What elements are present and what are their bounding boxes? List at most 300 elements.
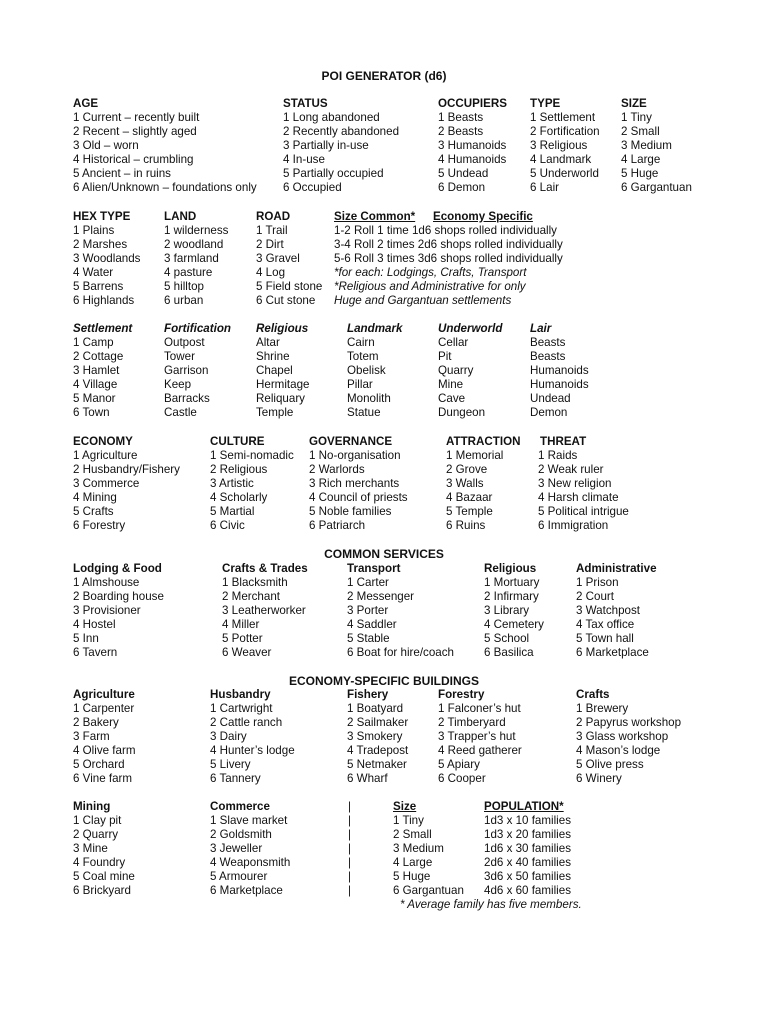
table-cell: 3 Porter xyxy=(347,604,389,617)
header-mining: Mining xyxy=(73,800,111,813)
table-cell: 2 Fortification xyxy=(530,125,600,138)
table-cell: 1 wilderness xyxy=(164,224,229,237)
table-cell: Garrison xyxy=(164,364,209,377)
table-cell: 3 Partially in-use xyxy=(283,139,369,152)
table-cell: 2 Quarry xyxy=(73,828,119,841)
table-cell: Humanoids xyxy=(530,364,589,377)
table-cell: 6 Tavern xyxy=(73,646,118,659)
table-row xyxy=(0,477,768,491)
table-cell: 6 Civic xyxy=(210,519,245,532)
table-cell: 2 Weak ruler xyxy=(538,463,604,476)
table-row xyxy=(0,856,768,870)
table-cell: Reliquary xyxy=(256,392,305,405)
table-cell: 5 Partially occupied xyxy=(283,167,384,180)
table-row xyxy=(0,716,768,730)
table-cell: 5 Noble families xyxy=(309,505,392,518)
table-cell: 1 Almshouse xyxy=(73,576,140,589)
table-cell: Beasts xyxy=(530,350,566,363)
table-row xyxy=(0,576,768,590)
table-cell: 1 Tiny xyxy=(393,814,424,827)
table-cell: 1 Slave market xyxy=(210,814,288,827)
table-cell: 2 Recently abandoned xyxy=(283,125,400,138)
table-row xyxy=(0,632,768,646)
table-cell: 2 Beasts xyxy=(438,125,484,138)
table-cell: 2 Papyrus workshop xyxy=(576,716,682,729)
column-divider: | xyxy=(348,814,352,827)
table-cell: 3 Watchpost xyxy=(576,604,641,617)
table-row xyxy=(0,252,768,266)
economy-buildings-table xyxy=(0,688,768,786)
table-cell: 4d6 x 60 families xyxy=(484,884,571,897)
table-cell: 4 Log xyxy=(256,266,286,279)
table-cell: 2 Marshes xyxy=(73,238,128,251)
table-cell: 3 Library xyxy=(484,604,530,617)
table-cell: 3 Religious xyxy=(530,139,588,152)
table-cell: Humanoids xyxy=(530,378,589,391)
table-cell: 2 Goldsmith xyxy=(210,828,272,841)
table-cell: 2 Warlords xyxy=(309,463,365,476)
table-cell: 4 Historical – crumbling xyxy=(73,153,194,166)
table-row xyxy=(0,392,768,406)
table-cell: 3 Mine xyxy=(73,842,108,855)
table-cell: 5 Huge xyxy=(393,870,431,883)
table-cell: 5 Ancient – in ruins xyxy=(73,167,171,180)
section-title-common-services: COMMON SERVICES xyxy=(324,547,444,561)
table-cell: 6 Ruins xyxy=(446,519,486,532)
table-header xyxy=(0,435,768,449)
table-row xyxy=(0,618,768,632)
table-row xyxy=(0,294,768,308)
header-crafts: Crafts xyxy=(576,688,610,701)
header-size: Size xyxy=(393,800,417,813)
table-cell: 2 Husbandry/Fishery xyxy=(73,463,180,476)
header-fortification: Fortification xyxy=(164,322,231,335)
header-husbandry: Husbandry xyxy=(210,688,271,701)
table-cell: 3 Medium xyxy=(621,139,672,152)
table-cell: 5 Crafts xyxy=(73,505,114,518)
table-cell: 1 Mortuary xyxy=(484,576,540,589)
table-cell: 2 Messenger xyxy=(347,590,415,603)
table-cell: Beasts xyxy=(530,336,566,349)
table-cell: 3 New religion xyxy=(538,477,612,490)
table-cell: 3 Hamlet xyxy=(73,364,120,377)
table-row xyxy=(0,758,768,772)
header-fishery: Fishery xyxy=(347,688,389,701)
table-cell: 5 Barrens xyxy=(73,280,124,293)
table-row xyxy=(0,266,768,280)
table-cell: 5 Huge xyxy=(621,167,659,180)
hex-land-road-table xyxy=(0,210,768,308)
table-cell: 6 Vine farm xyxy=(73,772,133,785)
table-cell: 5 hilltop xyxy=(164,280,204,293)
header-forestry: Forestry xyxy=(438,688,485,701)
table-cell: 5 Stable xyxy=(347,632,390,645)
table-cell: 4 Hunter’s lodge xyxy=(210,744,295,757)
table-cell: 3 Trapper’s hut xyxy=(438,730,516,743)
header-religious: Religious xyxy=(484,562,537,575)
table-cell: 6 Cut stone xyxy=(256,294,316,307)
table-cell: 1 Tiny xyxy=(621,111,652,124)
header-road: ROAD xyxy=(256,210,291,223)
header-land: LAND xyxy=(164,210,197,223)
table-cell: 3 Leatherworker xyxy=(222,604,306,617)
table-cell: 3 Dairy xyxy=(210,730,247,743)
table-cell: Pillar xyxy=(347,378,373,391)
table-row xyxy=(0,870,768,884)
table-row xyxy=(0,111,768,125)
table-cell: 3 Rich merchants xyxy=(309,477,400,490)
table-cell: 2 Small xyxy=(621,125,660,138)
table-header xyxy=(0,562,768,576)
table-cell: 6 Occupied xyxy=(283,181,342,194)
table-row xyxy=(0,153,768,167)
table-cell: 1 Long abandoned xyxy=(283,111,380,124)
economy-culture-table xyxy=(0,435,768,533)
table-header xyxy=(0,210,768,224)
table-cell: 4 Council of priests xyxy=(309,491,408,504)
table-cell: 6 Patriarch xyxy=(309,519,366,532)
header-size: SIZE xyxy=(621,97,647,110)
table-cell: 1 Settlement xyxy=(530,111,596,124)
table-cell: 4 Olive farm xyxy=(73,744,136,757)
table-cell: Obelisk xyxy=(347,364,386,377)
header-type: TYPE xyxy=(530,97,561,110)
poi-type-table xyxy=(0,322,768,420)
table-cell: 1 Carter xyxy=(347,576,389,589)
table-cell: 6 Basilica xyxy=(484,646,534,659)
header-economy: ECONOMY xyxy=(73,435,133,448)
table-cell: Altar xyxy=(256,336,280,349)
table-cell: 2d6 x 40 families xyxy=(484,856,571,869)
table-row xyxy=(0,744,768,758)
table-cell: 3 Provisioner xyxy=(73,604,141,617)
table-cell: 1 Cartwright xyxy=(210,702,273,715)
age-status-table xyxy=(0,97,768,195)
table-cell: 1d6 x 30 families xyxy=(484,842,571,855)
table-cell: 4 Mason’s lodge xyxy=(576,744,661,757)
table-cell: 5 Apiary xyxy=(438,758,480,771)
table-cell: 6 Gargantuan xyxy=(393,884,464,897)
footnote-row xyxy=(0,898,768,912)
table-cell: 3 Gravel xyxy=(256,252,300,265)
table-cell: 2 Infirmary xyxy=(484,590,539,603)
header-status: STATUS xyxy=(283,97,328,110)
table-cell: 4 Mining xyxy=(73,491,117,504)
table-cell: Pit xyxy=(438,350,452,363)
table-cell: 5 Netmaker xyxy=(347,758,407,771)
table-cell: Quarry xyxy=(438,364,474,377)
table-cell: 4 Water xyxy=(73,266,114,279)
table-cell: 5 Political intrigue xyxy=(538,505,629,518)
header-landmark: Landmark xyxy=(347,322,403,335)
table-cell: 1 Camp xyxy=(73,336,114,349)
table-row xyxy=(0,730,768,744)
table-row xyxy=(0,364,768,378)
table-cell: 1 Prison xyxy=(576,576,619,589)
table-cell: Temple xyxy=(256,406,294,419)
header-commerce: Commerce xyxy=(210,800,270,813)
header-threat: THREAT xyxy=(540,435,587,448)
table-cell: 4 Landmark xyxy=(530,153,592,166)
table-cell: 6 urban xyxy=(164,294,204,307)
table-cell: 4 Bazaar xyxy=(446,491,493,504)
table-cell: 3 Walls xyxy=(446,477,484,490)
column-divider: | xyxy=(348,870,352,883)
column-divider: | xyxy=(348,828,352,841)
table-cell: 5 Town hall xyxy=(576,632,634,645)
section-title-economy-buildings: ECONOMY-SPECIFIC BUILDINGS xyxy=(288,674,479,688)
header-underworld: Underworld xyxy=(438,322,503,335)
table-cell: Cave xyxy=(438,392,466,405)
table-header xyxy=(0,322,768,336)
table-cell: 5 Armourer xyxy=(210,870,268,883)
table-cell: 1 Clay pit xyxy=(73,814,122,827)
header-settlement: Settlement xyxy=(73,322,133,335)
table-cell: 5 Undead xyxy=(438,167,489,180)
table-cell: 5 Olive press xyxy=(576,758,644,771)
table-cell: Huge and Gargantuan settlements xyxy=(334,294,512,307)
table-cell: 5 Coal mine xyxy=(73,870,135,883)
table-cell: 4 Large xyxy=(393,856,433,869)
table-cell: 2 woodland xyxy=(164,238,224,251)
table-cell: 3 Woodlands xyxy=(73,252,141,265)
table-cell: 1 Memorial xyxy=(446,449,504,462)
table-cell: 6 Marketplace xyxy=(576,646,649,659)
table-cell: 5 Inn xyxy=(73,632,99,645)
table-cell: 6 Demon xyxy=(438,181,486,194)
header-religious: Religious xyxy=(256,322,309,335)
table-cell: Dungeon xyxy=(438,406,486,419)
table-cell: 1 Raids xyxy=(538,449,578,462)
header-size-common: Size Common* xyxy=(334,210,416,223)
header-culture: CULTURE xyxy=(210,435,265,448)
table-cell: 6 Alien/Unknown – foundations only xyxy=(73,181,257,194)
table-cell: 3 Old – worn xyxy=(73,139,139,152)
table-cell: 3 farmland xyxy=(164,252,219,265)
table-row xyxy=(0,463,768,477)
table-cell: *Religious and Administrative for only xyxy=(334,280,526,293)
table-cell: 1 Carpenter xyxy=(73,702,135,715)
page-title: POI GENERATOR (d6) xyxy=(321,69,447,83)
table-row xyxy=(0,280,768,294)
table-cell: 1 Beasts xyxy=(438,111,484,124)
table-cell: 6 Wharf xyxy=(347,772,388,785)
header-lair: Lair xyxy=(530,322,552,335)
table-cell: 3 Artistic xyxy=(210,477,254,490)
table-cell: 1-2 Roll 1 time 1d6 shops rolled individually xyxy=(334,224,557,237)
common-services-table xyxy=(0,562,768,660)
table-cell: 4 Village xyxy=(73,378,118,391)
table-cell: 3 Jeweller xyxy=(210,842,263,855)
table-row xyxy=(0,224,768,238)
table-cell: 6 Forestry xyxy=(73,519,126,532)
header-occupiers: OCCUPIERS xyxy=(438,97,507,110)
table-cell: 2 Timberyard xyxy=(438,716,506,729)
table-cell: 5 School xyxy=(484,632,530,645)
table-cell: 2 Merchant xyxy=(222,590,280,603)
table-row xyxy=(0,378,768,392)
table-row xyxy=(0,125,768,139)
table-cell: 2 Cattle ranch xyxy=(210,716,283,729)
column-divider: | xyxy=(348,842,352,855)
table-row xyxy=(0,167,768,181)
table-cell: Outpost xyxy=(164,336,205,349)
table-cell: 2 Court xyxy=(576,590,615,603)
table-cell: 4 In-use xyxy=(283,153,325,166)
table-cell: 6 Highlands xyxy=(73,294,135,307)
table-cell: 4 Reed gatherer xyxy=(438,744,522,757)
table-row xyxy=(0,449,768,463)
table-row xyxy=(0,814,768,828)
table-cell: 2 Religious xyxy=(210,463,268,476)
table-cell: 4 Miller xyxy=(222,618,260,631)
table-cell: 5 Livery xyxy=(210,758,251,771)
table-cell: 6 Tannery xyxy=(210,772,261,785)
table-cell: 1 Semi-nomadic xyxy=(210,449,294,462)
table-cell: 4 Harsh climate xyxy=(538,491,619,504)
table-cell: 6 Immigration xyxy=(538,519,609,532)
table-cell: Shrine xyxy=(256,350,290,363)
table-cell: Statue xyxy=(347,406,381,419)
table-cell: Demon xyxy=(530,406,568,419)
footnote: * Average family has five members. xyxy=(400,898,582,911)
table-cell: 4 Hostel xyxy=(73,618,116,631)
table-cell: 5 Martial xyxy=(210,505,255,518)
table-cell: Hermitage xyxy=(256,378,310,391)
table-cell: 2 Boarding house xyxy=(73,590,164,603)
table-row xyxy=(0,519,768,533)
table-cell: 1d3 x 10 families xyxy=(484,814,571,827)
header-age: AGE xyxy=(73,97,99,110)
table-cell: 6 Winery xyxy=(576,772,622,785)
table-cell: 3 Glass workshop xyxy=(576,730,669,743)
table-cell: 4 Cemetery xyxy=(484,618,544,631)
table-cell: 5-6 Roll 3 times 3d6 shops rolled individually xyxy=(334,252,563,265)
table-row xyxy=(0,139,768,153)
table-cell: 1 Blacksmith xyxy=(222,576,288,589)
table-row xyxy=(0,406,768,420)
table-cell: 3 Smokery xyxy=(347,730,403,743)
table-cell: 6 Marketplace xyxy=(210,884,283,897)
table-cell: Chapel xyxy=(256,364,293,377)
table-row xyxy=(0,842,768,856)
table-cell: 1 No-organisation xyxy=(309,449,401,462)
table-cell: 4 Saddler xyxy=(347,618,397,631)
table-row xyxy=(0,884,768,898)
table-cell: 3 Humanoids xyxy=(438,139,507,152)
header-agriculture: Agriculture xyxy=(73,688,135,701)
table-row xyxy=(0,505,768,519)
table-cell: 3 Farm xyxy=(73,730,110,743)
table-cell: 6 Town xyxy=(73,406,110,419)
table-cell: 1 Falconer’s hut xyxy=(438,702,521,715)
table-cell: 2 Recent – slightly aged xyxy=(73,125,197,138)
table-cell: Mine xyxy=(438,378,464,391)
table-cell: 4 Tax office xyxy=(576,618,635,631)
table-row xyxy=(0,702,768,716)
header-economy-specific: Economy Specific xyxy=(433,210,533,223)
table-cell: 6 Gargantuan xyxy=(621,181,692,194)
header-attraction: ATTRACTION xyxy=(446,435,521,448)
table-cell: 1 Trail xyxy=(256,224,288,237)
table-cell: 1 Agriculture xyxy=(73,449,138,462)
column-divider: | xyxy=(348,856,352,869)
table-cell: 5 Underworld xyxy=(530,167,599,180)
table-cell: 3 Commerce xyxy=(73,477,140,490)
table-cell: 4 Weaponsmith xyxy=(210,856,291,869)
table-row xyxy=(0,238,768,252)
table-cell: Barracks xyxy=(164,392,210,405)
table-cell: 1 Current – recently built xyxy=(73,111,200,124)
table-cell: 5 Potter xyxy=(222,632,263,645)
table-cell: Undead xyxy=(530,392,571,405)
table-header xyxy=(0,800,768,814)
table-row xyxy=(0,828,768,842)
table-header xyxy=(0,688,768,702)
table-cell: 1 Plains xyxy=(73,224,115,237)
column-divider: | xyxy=(348,884,352,897)
table-cell: 2 Bakery xyxy=(73,716,119,729)
table-row xyxy=(0,181,768,195)
table-cell: 6 Cooper xyxy=(438,772,486,785)
mining-commerce-population-table xyxy=(0,800,768,912)
table-cell: Cairn xyxy=(347,336,375,349)
table-cell: 3-4 Roll 2 times 2d6 shops rolled individually xyxy=(334,238,563,251)
table-cell: Monolith xyxy=(347,392,391,405)
table-cell: 1d3 x 20 families xyxy=(484,828,571,841)
table-row xyxy=(0,604,768,618)
table-cell: 4 Large xyxy=(621,153,661,166)
header-hex-type: HEX TYPE xyxy=(73,210,131,223)
header-lodging: Lodging & Food xyxy=(73,562,162,575)
table-cell: 3d6 x 50 families xyxy=(484,870,571,883)
table-row xyxy=(0,336,768,350)
column-divider: | xyxy=(348,800,352,813)
table-cell: 4 Humanoids xyxy=(438,153,507,166)
table-row xyxy=(0,350,768,364)
table-cell: Tower xyxy=(164,350,195,363)
table-cell: Castle xyxy=(164,406,197,419)
table-cell: 2 Grove xyxy=(446,463,488,476)
table-cell: 1 Brewery xyxy=(576,702,629,715)
table-cell: 4 Foundry xyxy=(73,856,126,869)
table-cell: 6 Lair xyxy=(530,181,560,194)
header-crafts-trades: Crafts & Trades xyxy=(222,562,308,575)
table-row xyxy=(0,590,768,604)
table-header xyxy=(0,97,768,111)
header-administrative: Administrative xyxy=(576,562,657,575)
table-cell: 5 Orchard xyxy=(73,758,125,771)
table-cell: Totem xyxy=(347,350,379,363)
table-cell: Cellar xyxy=(438,336,469,349)
table-cell: 2 Small xyxy=(393,828,432,841)
table-row xyxy=(0,772,768,786)
table-cell: 3 Medium xyxy=(393,842,444,855)
header-transport: Transport xyxy=(347,562,401,575)
table-cell: 2 Dirt xyxy=(256,238,284,251)
header-governance: GOVERNANCE xyxy=(309,435,393,448)
table-cell: 6 Boat for hire/coach xyxy=(347,646,454,659)
header-population: POPULATION* xyxy=(484,800,564,813)
table-cell: 4 pasture xyxy=(164,266,213,279)
table-cell: 6 Brickyard xyxy=(73,884,131,897)
table-cell: 2 Cottage xyxy=(73,350,124,363)
table-row xyxy=(0,646,768,660)
table-cell: 1 Boatyard xyxy=(347,702,404,715)
table-cell: 6 Weaver xyxy=(222,646,272,659)
table-cell: 5 Temple xyxy=(446,505,493,518)
table-cell: 4 Tradepost xyxy=(347,744,409,757)
